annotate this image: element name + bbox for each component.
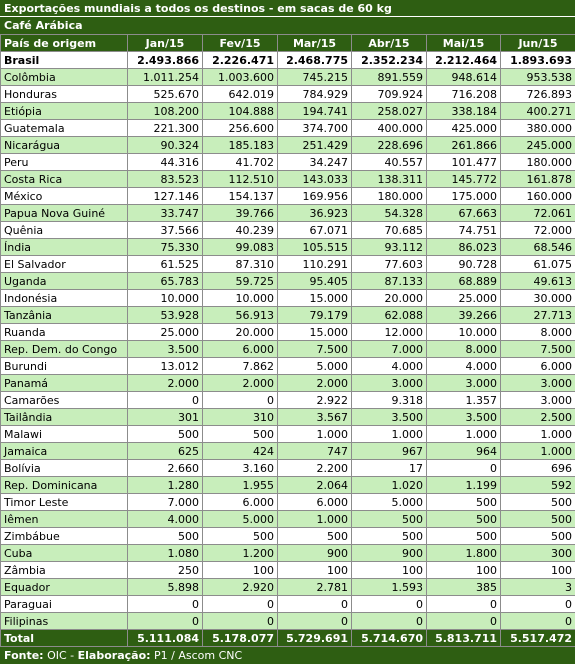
country-name: El Salvador: [1, 256, 128, 273]
country-name: Colômbia: [1, 69, 128, 86]
value-cell: 500: [501, 494, 575, 511]
value-cell: 2.000: [278, 375, 352, 392]
value-cell: 10.000: [128, 290, 203, 307]
table-row: [1, 494, 575, 511]
table-row: [1, 120, 575, 137]
country-name: Papua Nova Guiné: [1, 205, 128, 222]
value-cell: 1.000: [278, 511, 352, 528]
table-row: [1, 239, 575, 256]
value-cell: 161.878: [501, 171, 575, 188]
value-cell: 2.920: [203, 579, 278, 596]
value-cell: 948.614: [427, 69, 501, 86]
value-cell: 500: [427, 511, 501, 528]
value-cell: 0: [501, 613, 575, 630]
value-cell: 1.000: [352, 426, 427, 443]
value-cell: 9.318: [352, 392, 427, 409]
value-cell: 3.500: [128, 341, 203, 358]
value-cell: 4.000: [352, 358, 427, 375]
table-row: [1, 103, 575, 120]
country-name: Honduras: [1, 86, 128, 103]
value-cell: 6.000: [203, 341, 278, 358]
value-cell: 180.000: [501, 154, 575, 171]
value-cell: 49.613: [501, 273, 575, 290]
value-cell: 500: [128, 426, 203, 443]
value-cell: 1.199: [427, 477, 501, 494]
value-cell: 68.889: [427, 273, 501, 290]
country-name: Zâmbia: [1, 562, 128, 579]
table-row: [1, 596, 575, 613]
value-cell: 20.000: [352, 290, 427, 307]
value-cell: 61.525: [128, 256, 203, 273]
value-cell: 27.713: [501, 307, 575, 324]
country-name: Rep. Dem. do Congo: [1, 341, 128, 358]
value-cell: 0: [278, 596, 352, 613]
total-cell: 5.517.472: [501, 630, 575, 647]
total-cell: 5.178.077: [203, 630, 278, 647]
table-row: [1, 477, 575, 494]
value-cell: 500: [203, 426, 278, 443]
value-cell: 500: [501, 528, 575, 545]
value-cell: 424: [203, 443, 278, 460]
value-cell: 180.000: [352, 188, 427, 205]
country-name: Timor Leste: [1, 494, 128, 511]
value-cell: 77.603: [352, 256, 427, 273]
value-cell: 25.000: [128, 324, 203, 341]
value-cell: 8.000: [427, 341, 501, 358]
value-cell: 87.133: [352, 273, 427, 290]
value-cell: 15.000: [278, 324, 352, 341]
value-cell: 1.593: [352, 579, 427, 596]
value-cell: 83.523: [128, 171, 203, 188]
country-name: Tanzânia: [1, 307, 128, 324]
value-cell: 625: [128, 443, 203, 460]
table-row: [1, 256, 575, 273]
value-cell: 138.311: [352, 171, 427, 188]
table-row: [1, 86, 575, 103]
country-name: Uganda: [1, 273, 128, 290]
table-row: [1, 358, 575, 375]
value-cell: 68.546: [501, 239, 575, 256]
total-row: [1, 630, 575, 647]
value-cell: 12.000: [352, 324, 427, 341]
value-cell: 86.023: [427, 239, 501, 256]
value-cell: 2.000: [203, 375, 278, 392]
country-name: Iêmen: [1, 511, 128, 528]
value-cell: 10.000: [427, 324, 501, 341]
value-cell: 74.751: [427, 222, 501, 239]
value-cell: 709.924: [352, 86, 427, 103]
country-name: Quênia: [1, 222, 128, 239]
value-cell: 79.179: [278, 307, 352, 324]
value-cell: 36.923: [278, 205, 352, 222]
table-row: [1, 528, 575, 545]
value-cell: 2.352.234: [352, 52, 427, 69]
header-country: País de origem: [1, 35, 128, 52]
value-cell: 953.538: [501, 69, 575, 86]
value-cell: 53.928: [128, 307, 203, 324]
value-cell: 13.012: [128, 358, 203, 375]
value-cell: 65.783: [128, 273, 203, 290]
value-cell: 25.000: [427, 290, 501, 307]
value-cell: 500: [427, 528, 501, 545]
value-cell: 338.184: [427, 103, 501, 120]
value-cell: 1.080: [128, 545, 203, 562]
value-cell: 104.888: [203, 103, 278, 120]
table-row: [1, 273, 575, 290]
header-month: Abr/15: [352, 35, 427, 52]
value-cell: 99.083: [203, 239, 278, 256]
value-cell: 100: [278, 562, 352, 579]
value-cell: 59.725: [203, 273, 278, 290]
value-cell: 0: [427, 613, 501, 630]
table-row: [1, 409, 575, 426]
value-cell: 250: [128, 562, 203, 579]
value-cell: 100: [203, 562, 278, 579]
value-cell: 964: [427, 443, 501, 460]
value-cell: 525.670: [128, 86, 203, 103]
value-cell: 30.000: [501, 290, 575, 307]
value-cell: 0: [427, 596, 501, 613]
value-cell: 500: [352, 511, 427, 528]
country-name: Ruanda: [1, 324, 128, 341]
table-row: [1, 307, 575, 324]
value-cell: 160.000: [501, 188, 575, 205]
country-name: Indonésia: [1, 290, 128, 307]
value-cell: 75.330: [128, 239, 203, 256]
value-cell: 7.000: [352, 341, 427, 358]
value-cell: 3.000: [352, 375, 427, 392]
value-cell: 310: [203, 409, 278, 426]
value-cell: 5.898: [128, 579, 203, 596]
country-name: Guatemala: [1, 120, 128, 137]
value-cell: 33.747: [128, 205, 203, 222]
value-cell: 62.088: [352, 307, 427, 324]
country-name: Malawi: [1, 426, 128, 443]
value-cell: 251.429: [278, 137, 352, 154]
total-label: Total: [1, 630, 128, 647]
table-row: [1, 69, 575, 86]
value-cell: 61.075: [501, 256, 575, 273]
value-cell: 0: [427, 460, 501, 477]
value-cell: 3.160: [203, 460, 278, 477]
value-cell: 15.000: [278, 290, 352, 307]
total-cell: 5.111.084: [128, 630, 203, 647]
table-subtitle: Café Arábica: [0, 17, 575, 34]
header-month: Fev/15: [203, 35, 278, 52]
value-cell: 221.300: [128, 120, 203, 137]
header-month: Mai/15: [427, 35, 501, 52]
value-cell: 900: [352, 545, 427, 562]
value-cell: 6.000: [278, 494, 352, 511]
value-cell: 300: [501, 545, 575, 562]
value-cell: 1.893.693: [501, 52, 575, 69]
country-name: Camarões: [1, 392, 128, 409]
value-cell: 0: [278, 613, 352, 630]
value-cell: 726.893: [501, 86, 575, 103]
value-cell: 2.922: [278, 392, 352, 409]
table-row: [1, 375, 575, 392]
value-cell: 39.766: [203, 205, 278, 222]
value-cell: 39.266: [427, 307, 501, 324]
value-cell: 2.500: [501, 409, 575, 426]
value-cell: 1.280: [128, 477, 203, 494]
value-cell: 6.000: [501, 358, 575, 375]
value-cell: 110.291: [278, 256, 352, 273]
table-row: [1, 426, 575, 443]
value-cell: 145.772: [427, 171, 501, 188]
country-name: Filipinas: [1, 613, 128, 630]
value-cell: 1.200: [203, 545, 278, 562]
country-name: Panamá: [1, 375, 128, 392]
value-cell: 500: [501, 511, 575, 528]
exports-table: [0, 34, 575, 647]
value-cell: 2.200: [278, 460, 352, 477]
total-cell: 5.729.691: [278, 630, 352, 647]
value-cell: 1.020: [352, 477, 427, 494]
value-cell: 2.000: [128, 375, 203, 392]
value-cell: 2.493.866: [128, 52, 203, 69]
value-cell: 95.405: [278, 273, 352, 290]
value-cell: 2.468.775: [278, 52, 352, 69]
value-cell: 175.000: [427, 188, 501, 205]
source-footer: Fonte: OIC - Elaboração: P1 / Ascom CNC: [0, 647, 575, 664]
value-cell: 20.000: [203, 324, 278, 341]
table-row: [1, 205, 575, 222]
value-cell: 0: [128, 613, 203, 630]
table-row: [1, 324, 575, 341]
value-cell: 2.212.464: [427, 52, 501, 69]
table-row: [1, 613, 575, 630]
value-cell: 5.000: [203, 511, 278, 528]
value-cell: 3.500: [427, 409, 501, 426]
header-month: Jan/15: [128, 35, 203, 52]
value-cell: 1.800: [427, 545, 501, 562]
value-cell: 967: [352, 443, 427, 460]
value-cell: 374.700: [278, 120, 352, 137]
value-cell: 784.929: [278, 86, 352, 103]
table-row: [1, 137, 575, 154]
value-cell: 1.000: [501, 426, 575, 443]
value-cell: 37.566: [128, 222, 203, 239]
value-cell: 696: [501, 460, 575, 477]
value-cell: 2.064: [278, 477, 352, 494]
value-cell: 0: [203, 596, 278, 613]
value-cell: 745.215: [278, 69, 352, 86]
value-cell: 245.000: [501, 137, 575, 154]
table-row: [1, 188, 575, 205]
value-cell: 1.003.600: [203, 69, 278, 86]
value-cell: 592: [501, 477, 575, 494]
value-cell: 7.500: [501, 341, 575, 358]
country-name: Peru: [1, 154, 128, 171]
value-cell: 4.000: [427, 358, 501, 375]
value-cell: 1.011.254: [128, 69, 203, 86]
value-cell: 0: [501, 596, 575, 613]
country-name: Tailândia: [1, 409, 128, 426]
value-cell: 1.000: [501, 443, 575, 460]
value-cell: 8.000: [501, 324, 575, 341]
value-cell: 90.728: [427, 256, 501, 273]
value-cell: 90.324: [128, 137, 203, 154]
table-row: [1, 171, 575, 188]
value-cell: 500: [278, 528, 352, 545]
value-cell: 0: [203, 613, 278, 630]
country-name: Jamaica: [1, 443, 128, 460]
value-cell: 3.500: [352, 409, 427, 426]
value-cell: 112.510: [203, 171, 278, 188]
value-cell: 0: [352, 613, 427, 630]
value-cell: 3.000: [501, 392, 575, 409]
source-label: Fonte:: [4, 649, 44, 662]
table-body: [1, 52, 575, 630]
value-cell: 2.660: [128, 460, 203, 477]
value-cell: 261.866: [427, 137, 501, 154]
value-cell: 7.500: [278, 341, 352, 358]
country-name: Zimbábue: [1, 528, 128, 545]
country-name: Cuba: [1, 545, 128, 562]
value-cell: 154.137: [203, 188, 278, 205]
value-cell: 5.000: [278, 358, 352, 375]
value-cell: 1.000: [278, 426, 352, 443]
header-month: Jun/15: [501, 35, 575, 52]
value-cell: 2.226.471: [203, 52, 278, 69]
table-row: [1, 579, 575, 596]
value-cell: 67.071: [278, 222, 352, 239]
value-cell: 3.000: [501, 375, 575, 392]
value-cell: 100: [501, 562, 575, 579]
value-cell: 185.183: [203, 137, 278, 154]
value-cell: 1.357: [427, 392, 501, 409]
country-name: México: [1, 188, 128, 205]
table-row: [1, 511, 575, 528]
value-cell: 169.956: [278, 188, 352, 205]
value-cell: 54.328: [352, 205, 427, 222]
table-title: Exportações mundiais a todos os destinos - em sacas de 60 kg: [0, 0, 575, 17]
value-cell: 7.862: [203, 358, 278, 375]
table-row: [1, 222, 575, 239]
value-cell: 10.000: [203, 290, 278, 307]
value-cell: 1.000: [427, 426, 501, 443]
value-cell: 34.247: [278, 154, 352, 171]
table-row: [1, 443, 575, 460]
table-row: [1, 562, 575, 579]
value-cell: 143.033: [278, 171, 352, 188]
country-name: Burundi: [1, 358, 128, 375]
table-row: [1, 154, 575, 171]
table-row: [1, 460, 575, 477]
value-cell: 56.913: [203, 307, 278, 324]
value-cell: 3.000: [427, 375, 501, 392]
value-cell: 3.567: [278, 409, 352, 426]
country-name: Rep. Dominicana: [1, 477, 128, 494]
country-name: Paraguai: [1, 596, 128, 613]
table-row: [1, 341, 575, 358]
elaboration-value: P1 / Ascom CNC: [154, 649, 243, 662]
header-month: Mar/15: [278, 35, 352, 52]
value-cell: 127.146: [128, 188, 203, 205]
brasil-row: [1, 52, 575, 69]
value-cell: 256.600: [203, 120, 278, 137]
table-row: [1, 392, 575, 409]
value-cell: 108.200: [128, 103, 203, 120]
value-cell: 716.208: [427, 86, 501, 103]
value-cell: 500: [203, 528, 278, 545]
value-cell: 500: [427, 494, 501, 511]
value-cell: 17: [352, 460, 427, 477]
value-cell: 93.112: [352, 239, 427, 256]
value-cell: 87.310: [203, 256, 278, 273]
value-cell: 4.000: [128, 511, 203, 528]
value-cell: 301: [128, 409, 203, 426]
value-cell: 0: [203, 392, 278, 409]
value-cell: 900: [278, 545, 352, 562]
country-name: Índia: [1, 239, 128, 256]
value-cell: 642.019: [203, 86, 278, 103]
value-cell: 70.685: [352, 222, 427, 239]
value-cell: 40.239: [203, 222, 278, 239]
value-cell: 100: [352, 562, 427, 579]
value-cell: 101.477: [427, 154, 501, 171]
country-name: Etiópia: [1, 103, 128, 120]
elaboration-label: Elaboração:: [77, 649, 151, 662]
value-cell: 425.000: [427, 120, 501, 137]
value-cell: 891.559: [352, 69, 427, 86]
value-cell: 72.061: [501, 205, 575, 222]
value-cell: 385: [427, 579, 501, 596]
value-cell: 400.000: [352, 120, 427, 137]
value-cell: 500: [352, 528, 427, 545]
value-cell: 228.696: [352, 137, 427, 154]
value-cell: 5.000: [352, 494, 427, 511]
value-cell: 72.000: [501, 222, 575, 239]
value-cell: 258.027: [352, 103, 427, 120]
country-name: Equador: [1, 579, 128, 596]
value-cell: 100: [427, 562, 501, 579]
country-name: Bolívia: [1, 460, 128, 477]
source-value: OIC: [47, 649, 67, 662]
value-cell: 105.515: [278, 239, 352, 256]
value-cell: 0: [128, 596, 203, 613]
value-cell: 1.955: [203, 477, 278, 494]
value-cell: 0: [128, 392, 203, 409]
value-cell: 500: [128, 528, 203, 545]
country-name: Nicarágua: [1, 137, 128, 154]
value-cell: 747: [278, 443, 352, 460]
header-row: [1, 35, 575, 52]
total-cell: 5.813.711: [427, 630, 501, 647]
country-name: Costa Rica: [1, 171, 128, 188]
value-cell: 0: [352, 596, 427, 613]
country-name: Brasil: [1, 52, 128, 69]
value-cell: 6.000: [203, 494, 278, 511]
value-cell: 67.663: [427, 205, 501, 222]
value-cell: 400.271: [501, 103, 575, 120]
table-row: [1, 545, 575, 562]
value-cell: 194.741: [278, 103, 352, 120]
value-cell: 3: [501, 579, 575, 596]
value-cell: 44.316: [128, 154, 203, 171]
total-cell: 5.714.670: [352, 630, 427, 647]
value-cell: 7.000: [128, 494, 203, 511]
value-cell: 41.702: [203, 154, 278, 171]
value-cell: 2.781: [278, 579, 352, 596]
value-cell: 40.557: [352, 154, 427, 171]
table-row: [1, 290, 575, 307]
value-cell: 380.000: [501, 120, 575, 137]
